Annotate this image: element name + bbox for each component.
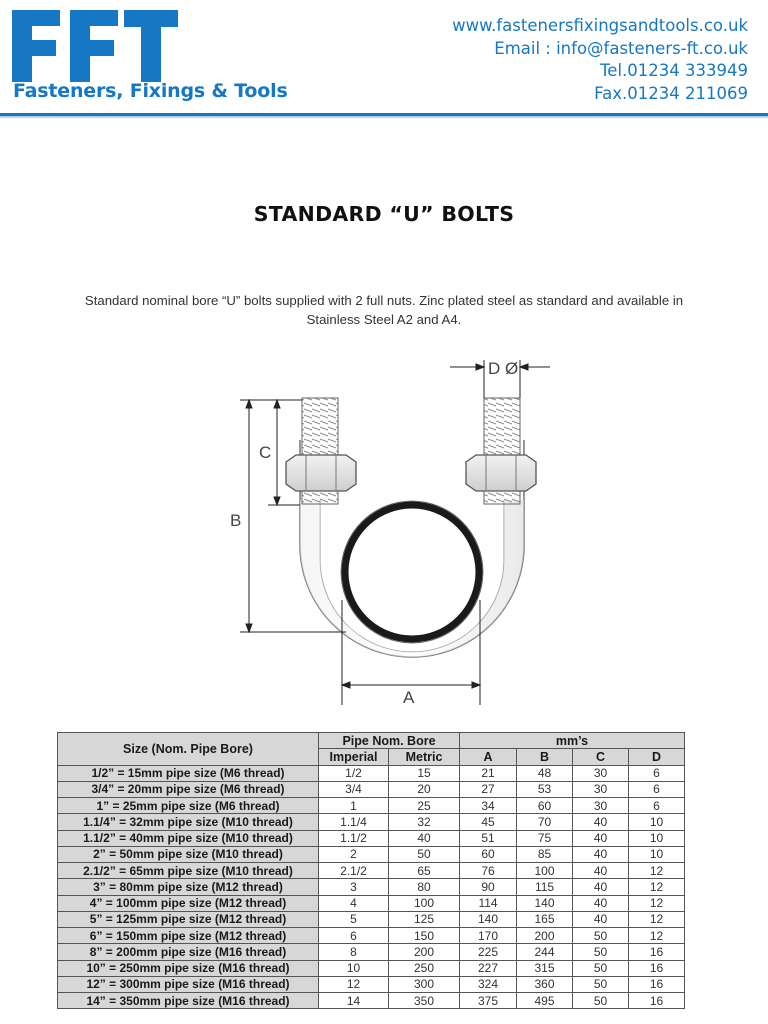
cell-d: 12 <box>629 879 685 895</box>
cell-metric: 125 <box>389 911 460 927</box>
fax-number: Fax.01234 211069 <box>594 83 748 103</box>
cell-d: 10 <box>629 830 685 846</box>
u-bolt-diagram <box>225 350 565 710</box>
cell-metric: 300 <box>389 976 460 992</box>
cell-metric: 80 <box>389 879 460 895</box>
table-row <box>58 814 685 830</box>
cell-c: 40 <box>573 814 629 830</box>
cell-imperial: 6 <box>319 928 389 944</box>
cell-c: 50 <box>573 928 629 944</box>
cell-b: 495 <box>517 993 573 1009</box>
cell-a: 21 <box>460 765 517 781</box>
cell-imperial: 8 <box>319 944 389 960</box>
cell-b: 315 <box>517 960 573 976</box>
cell-d: 6 <box>629 781 685 797</box>
cell-c: 50 <box>573 993 629 1009</box>
header-c: C <box>573 749 629 765</box>
cell-imperial: 1 <box>319 798 389 814</box>
cell-c: 30 <box>573 781 629 797</box>
table-row <box>58 895 685 911</box>
label-c: C <box>259 443 272 462</box>
u-bolt-spec-table <box>57 732 685 1009</box>
cell-imperial: 1/2 <box>319 765 389 781</box>
cell-size: 1.1/4” = 32mm pipe size (M10 thread) <box>58 814 319 830</box>
cell-a: 60 <box>460 846 517 862</box>
label-a: A <box>403 688 415 707</box>
cell-size: 12” = 300mm pipe size (M16 thread) <box>58 976 319 992</box>
cell-size: 1” = 25mm pipe size (M6 thread) <box>58 798 319 814</box>
header-divider-shadow <box>0 116 768 119</box>
cell-metric: 150 <box>389 928 460 944</box>
table-row <box>58 863 685 879</box>
pipe-ring <box>345 505 479 639</box>
cell-d: 12 <box>629 911 685 927</box>
cell-c: 30 <box>573 765 629 781</box>
left-thread <box>302 398 338 456</box>
cell-imperial: 1.1/4 <box>319 814 389 830</box>
cell-c: 40 <box>573 911 629 927</box>
cell-b: 244 <box>517 944 573 960</box>
cell-size: 4” = 100mm pipe size (M12 thread) <box>58 895 319 911</box>
cell-d: 16 <box>629 976 685 992</box>
header-b: B <box>517 749 573 765</box>
cell-imperial: 10 <box>319 960 389 976</box>
cell-size: 10” = 250mm pipe size (M16 thread) <box>58 960 319 976</box>
cell-c: 40 <box>573 895 629 911</box>
cell-a: 51 <box>460 830 517 846</box>
table-row <box>58 928 685 944</box>
cell-a: 76 <box>460 863 517 879</box>
cell-b: 165 <box>517 911 573 927</box>
cell-metric: 32 <box>389 814 460 830</box>
cell-a: 34 <box>460 798 517 814</box>
email-link[interactable]: Email : info@fasteners-ft.co.uk <box>494 38 748 58</box>
cell-a: 324 <box>460 976 517 992</box>
cell-metric: 25 <box>389 798 460 814</box>
cell-a: 45 <box>460 814 517 830</box>
right-thread <box>484 398 520 456</box>
cell-a: 225 <box>460 944 517 960</box>
header-a: A <box>460 749 517 765</box>
cell-size: 8” = 200mm pipe size (M16 thread) <box>58 944 319 960</box>
cell-d: 10 <box>629 846 685 862</box>
cell-b: 70 <box>517 814 573 830</box>
product-description: Standard nominal bore “U” bolts supplied with 2 full nuts. Zinc plated steel as standard and available in Stainless Steel A2 and A4. <box>84 293 684 327</box>
table-row <box>58 976 685 992</box>
cell-b: 75 <box>517 830 573 846</box>
cell-imperial: 4 <box>319 895 389 911</box>
table-row <box>58 960 685 976</box>
cell-size: 5” = 125mm pipe size (M12 thread) <box>58 911 319 927</box>
header-mms: mm’s <box>460 733 685 749</box>
cell-c: 40 <box>573 846 629 862</box>
cell-a: 140 <box>460 911 517 927</box>
cell-c: 50 <box>573 976 629 992</box>
cell-d: 16 <box>629 944 685 960</box>
table-row <box>58 911 685 927</box>
cell-c: 50 <box>573 944 629 960</box>
table-row <box>58 993 685 1009</box>
cell-metric: 100 <box>389 895 460 911</box>
cell-size: 2” = 50mm pipe size (M10 thread) <box>58 846 319 862</box>
header-metric: Metric <box>389 749 460 765</box>
telephone-number: Tel.01234 333949 <box>600 61 748 80</box>
cell-metric: 50 <box>389 846 460 862</box>
cell-d: 12 <box>629 863 685 879</box>
company-tagline: Fasteners, Fixings & Tools <box>13 80 288 102</box>
left-nut <box>286 455 356 491</box>
cell-d: 6 <box>629 765 685 781</box>
cell-size: 14” = 350mm pipe size (M16 thread) <box>58 993 319 1009</box>
cell-imperial: 2.1/2 <box>319 863 389 879</box>
cell-d: 16 <box>629 993 685 1009</box>
header-d: D <box>629 749 685 765</box>
cell-c: 40 <box>573 879 629 895</box>
cell-c: 30 <box>573 798 629 814</box>
cell-d: 12 <box>629 928 685 944</box>
table-row <box>58 765 685 781</box>
cell-d: 16 <box>629 960 685 976</box>
cell-b: 360 <box>517 976 573 992</box>
cell-b: 53 <box>517 781 573 797</box>
cell-imperial: 3/4 <box>319 781 389 797</box>
cell-size: 3” = 80mm pipe size (M12 thread) <box>58 879 319 895</box>
cell-metric: 15 <box>389 765 460 781</box>
cell-size: 1.1/2” = 40mm pipe size (M10 thread) <box>58 830 319 846</box>
cell-metric: 350 <box>389 993 460 1009</box>
cell-a: 375 <box>460 993 517 1009</box>
cell-b: 200 <box>517 928 573 944</box>
cell-a: 227 <box>460 960 517 976</box>
cell-size: 1/2” = 15mm pipe size (M6 thread) <box>58 765 319 781</box>
table-body <box>58 765 685 1009</box>
label-b: B <box>230 511 242 530</box>
cell-imperial: 2 <box>319 846 389 862</box>
header-size: Size (Nom. Pipe Bore) <box>58 733 319 766</box>
cell-a: 27 <box>460 781 517 797</box>
table-row <box>58 944 685 960</box>
cell-b: 48 <box>517 765 573 781</box>
contact-block <box>452 15 748 105</box>
cell-a: 90 <box>460 879 517 895</box>
label-d: D Ø <box>488 359 519 378</box>
page-title: STANDARD “U” BOLTS <box>253 202 515 226</box>
table-row <box>58 846 685 862</box>
cell-b: 100 <box>517 863 573 879</box>
cell-size: 3/4” = 20mm pipe size (M6 thread) <box>58 781 319 797</box>
cell-imperial: 1.1/2 <box>319 830 389 846</box>
table-row <box>58 830 685 846</box>
cell-b: 60 <box>517 798 573 814</box>
table-row <box>58 798 685 814</box>
cell-d: 10 <box>629 814 685 830</box>
header-imperial: Imperial <box>319 749 389 765</box>
cell-a: 170 <box>460 928 517 944</box>
table-header-row <box>58 733 685 749</box>
cell-imperial: 3 <box>319 879 389 895</box>
header-pipe-nom-bore: Pipe Nom. Bore <box>319 733 460 749</box>
cell-metric: 200 <box>389 944 460 960</box>
cell-d: 12 <box>629 895 685 911</box>
right-nut <box>466 455 536 491</box>
cell-metric: 250 <box>389 960 460 976</box>
cell-imperial: 12 <box>319 976 389 992</box>
cell-c: 40 <box>573 863 629 879</box>
table-row <box>58 879 685 895</box>
fft-logo <box>12 6 182 82</box>
cell-c: 40 <box>573 830 629 846</box>
cell-b: 140 <box>517 895 573 911</box>
cell-metric: 20 <box>389 781 460 797</box>
cell-c: 50 <box>573 960 629 976</box>
cell-metric: 65 <box>389 863 460 879</box>
cell-b: 85 <box>517 846 573 862</box>
cell-size: 6” = 150mm pipe size (M12 thread) <box>58 928 319 944</box>
cell-d: 6 <box>629 798 685 814</box>
cell-imperial: 14 <box>319 993 389 1009</box>
cell-size: 2.1/2” = 65mm pipe size (M10 thread) <box>58 863 319 879</box>
table-row <box>58 781 685 797</box>
website-link[interactable]: www.fastenersfixingsandtools.co.uk <box>452 16 748 35</box>
cell-metric: 40 <box>389 830 460 846</box>
cell-a: 114 <box>460 895 517 911</box>
cell-imperial: 5 <box>319 911 389 927</box>
cell-b: 115 <box>517 879 573 895</box>
